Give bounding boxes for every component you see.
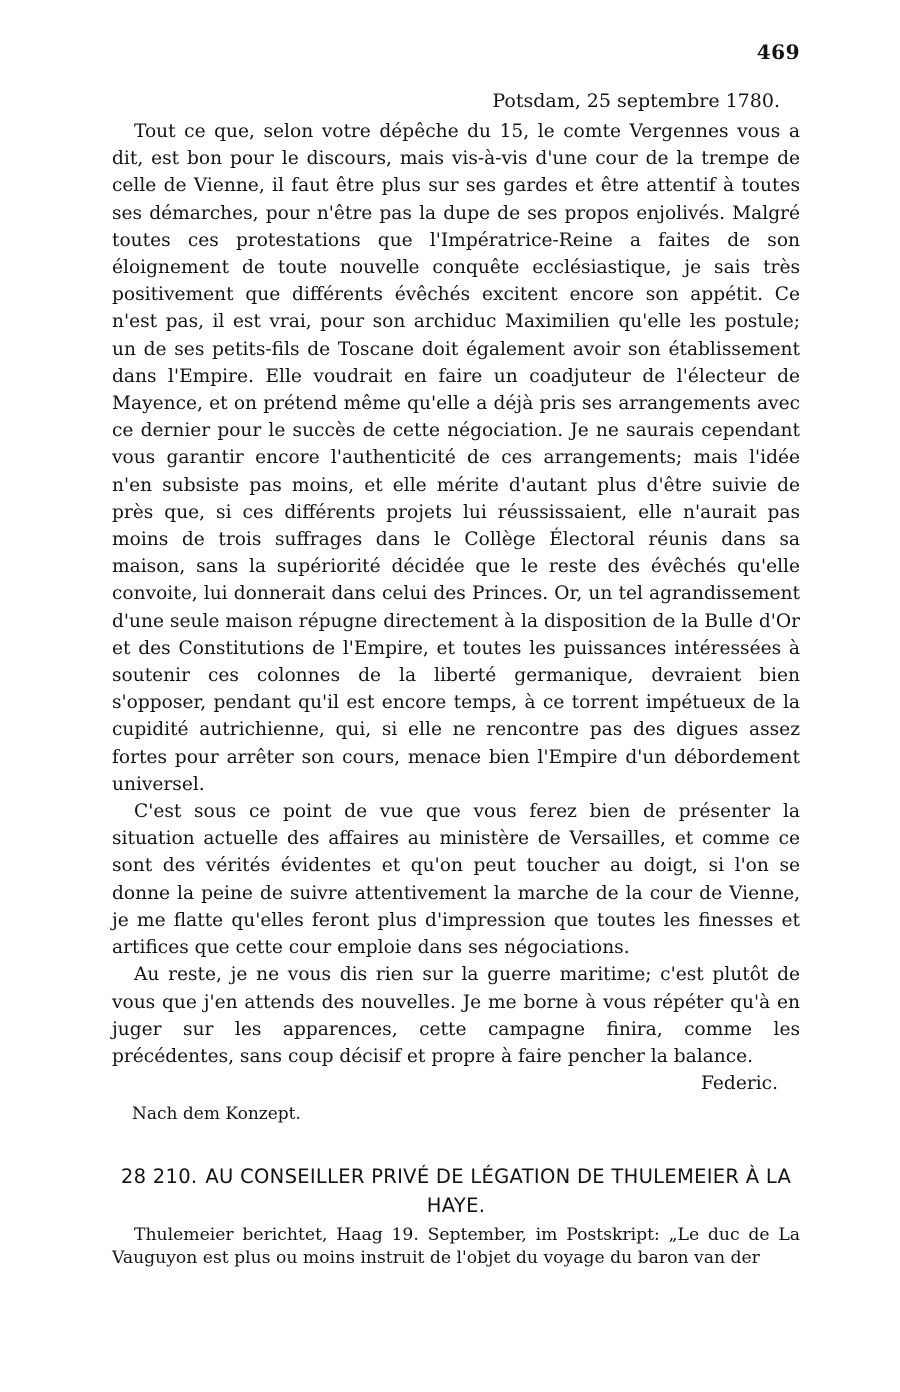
- paragraph-1: Tout ce que, selon votre dépêche du 15, le comte Vergennes vous a dit, est bon pour le discours, mais vis-à-vis d'une cour de la trempe de celle de Vienne, il faut être plus sur ses gardes et être attentif à toutes ses démarches, pour n'être pas la dupe de ses propos enjolivés. Malgré toutes ces protestations que l'Impératrice-Reine a faites de son éloignement de toute nouvelle conquête ecclésiastique, je sais très positivement que différents évêchés excitent encore son appétit. Ce n'est pas, il est vrai, pour son archiduc Maximilien qu'elle les postule; un de ses petits-fils de Toscane doit également avoir son établissement dans l'Empire. Elle voudrait en faire un coadjuteur de l'électeur de Mayence, et on prétend même qu'elle a déjà pris ses arrangements avec ce dernier pour le succès de cette négociation. Je ne saurais cependant vous garantir encore l'authenticité de ces arrangements; mais l'idée n'en subsiste pas moins, et elle mérite d'autant plus d'être suivie de près que, si ces différents projets lui réussissaient, elle n'aurait pas moins de trois suffrages dans le Collège Électoral réunis dans sa maison, sans la supériorité décidée que le reste des évêchés qu'elle convoite, lui donnerait dans celui des Princes. Or, un tel agrandissement d'une seule maison répugne directement à la disposition de la Bulle d'Or et des Constitutions de l'Empire, et toutes les puissances intéressées à soutenir ces colonnes de la liberté germanique, devraient bien s'opposer, pendant qu'il est encore temps, à ce torrent impétueux de la cupidité autrichienne, qui, si elle ne rencontre pas des digues assez fortes pour arrêter son cours, menace bien l'Empire d'un débordement universel.: [112, 121, 800, 795]
- dateline: Potsdam, 25 septembre 1780.: [492, 90, 780, 112]
- summary-paragraph: Thulemeier berichtet, Haag 19. September, im Postskript: „Le duc de La Vauguyon est plus ou moins instruit de l'objet du voyage du baron van der: [112, 1225, 800, 1268]
- summary-text: [112, 1224, 800, 1270]
- page-number: 469: [756, 40, 800, 64]
- heading-number: 28 210.: [120, 1165, 198, 1188]
- signature: Federic.: [701, 1073, 778, 1094]
- paragraph-2: C'est sous ce point de vue que vous ferez bien de présenter la situation actuelle des affaires au ministère de Versailles, et comme ce sont des vérités évidentes et qu'on peut toucher au doigt, si l'on se donne la peine de suivre attentivement la marche de la cour de Vienne, je me flatte qu'elles feront plus d'impression que toutes les finesses et artifices que cette cour emploie dans ses négociations.: [112, 801, 800, 959]
- paragraph-3: Au reste, je ne vous dis rien sur la guerre maritime; c'est plutôt de vous que j'en attends des nouvelles. Je me borne à vous répéter qu'à en juger sur les apparences, cette campagne finira, comme les précédentes, sans coup décisif et propre à faire pencher la balance.: [112, 964, 800, 1067]
- heading-title: AU CONSEILLER PRIVÉ DE LÉGATION DE THULEMEIER À LA HAYE.: [205, 1165, 792, 1217]
- section-heading: [112, 1162, 800, 1220]
- letter-body: [112, 118, 800, 1070]
- source-note: Nach dem Konzept.: [132, 1104, 301, 1124]
